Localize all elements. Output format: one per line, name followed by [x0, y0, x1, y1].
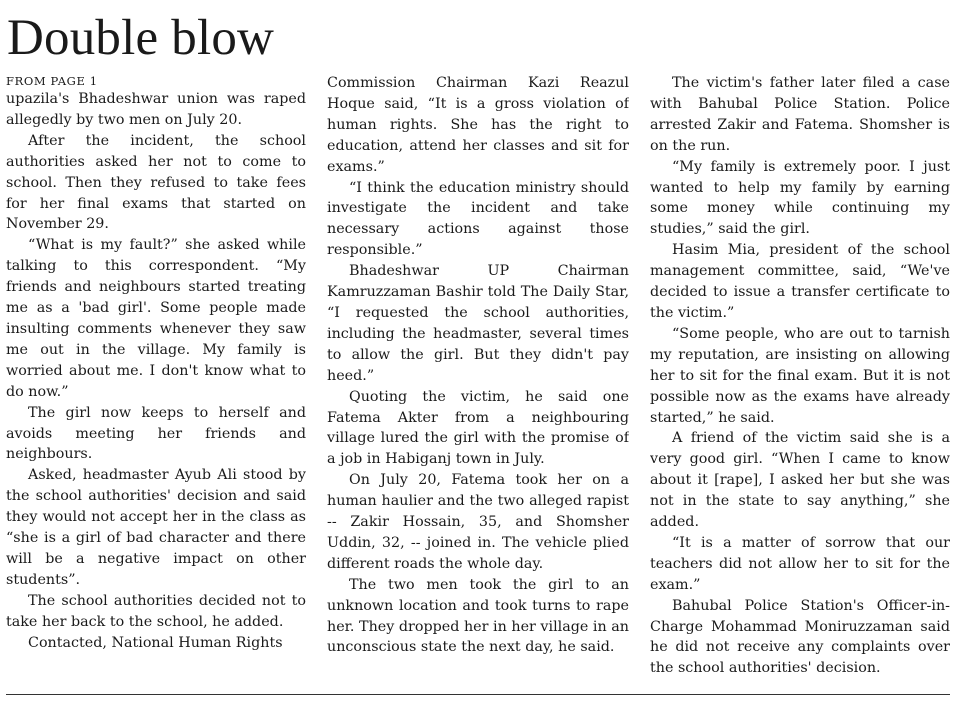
paragraph: The two men took the girl to an unknown location and took turns to rape her. They dropped her in her village in an unconscious state the next day, he said. — [327, 576, 629, 656]
paragraph: “What is my fault?” she asked while talking to this correspondent. “My friends and neighbours started treating me as a 'bad girl'. Some people made insulting comments whenever they saw me out in the village. My family is worried about me. I don't know what to do now.” — [6, 237, 306, 400]
column-3 — [650, 73, 950, 685]
paragraph: A friend of the victim said she is a very good girl. “When I came to know about it [rape], I asked her but she was not in the state to say anything,” she added. — [650, 430, 950, 531]
paragraph: “Some people, who are out to tarnish my reputation, are insisting on allowing her to sit for the final exam. But it is not possible now as the exams have already started,” he said. — [650, 325, 950, 426]
headline: Double blow — [7, 10, 275, 66]
paragraph: Bhadeshwar UP Chairman Kamruzzaman Bashir told The Daily Star, “I requested the school authorities, including the headmaster, several times to allow the girl. But they didn't pay heed.” — [327, 263, 629, 384]
paragraph: The girl now keeps to herself and avoids meeting her friends and neighbours. — [6, 404, 306, 463]
column-2 — [327, 73, 629, 685]
paragraph: After the incident, the school authorities asked her not to come to school. Then they refused to take fees for her final exams that started on November 29. — [6, 132, 306, 233]
bottom-rule — [6, 694, 950, 695]
paragraph: upazila's Bhadeshwar union was raped allegedly by two men on July 20. — [6, 91, 306, 128]
paragraph: “I think the education ministry should investigate the incident and take necessary actions against those responsible.” — [327, 179, 629, 259]
paragraph: On July 20, Fatema took her on a human haulier and the two alleged rapist -- Zakir Hossain, 35, and Shomsher Uddin, 32, -- joined in. The vehicle plied different roads the whole day. — [327, 472, 629, 572]
paragraph: “My family is extremely poor. I just wanted to help my family by earning some money while continuing my studies,” said the girl. — [650, 158, 950, 238]
paragraph: Quoting the victim, he said one Fatema Akter from a neighbouring village lured the girl with the promise of a job in Habiganj town in July. — [327, 388, 629, 468]
paragraph: Contacted, National Human Rights — [28, 634, 283, 651]
paragraph: Bahubal Police Station's Officer-in-Charge Mohammad Moniruzzaman said he did not receive any complaints over the school authorities' decision. — [650, 597, 950, 677]
paragraph: The victim's father later filed a case with Bahubal Police Station. Police arrested Zakir and Fatema. Shomsher is on the run. — [650, 75, 950, 154]
paragraph: The school authorities decided not to take her back to the school, he added. — [6, 592, 306, 630]
paragraph: “It is a matter of sorrow that our teachers did not allow her to sit for the exam.” — [650, 534, 950, 593]
paragraph: Hasim Mia, president of the school management committee, said, “We've decided to issue a transfer certificate to the victim.” — [650, 242, 950, 321]
continuation-kicker: FROM PAGE 1 — [6, 74, 98, 88]
paragraph: Asked, headmaster Ayub Ali stood by the school authorities' decision and said they would not accept her in the class as “she is a girl of bad character and there will be a negative impact on other students”. — [6, 467, 306, 588]
paragraph: Commission Chairman Kazi Reazul Hoque said, “It is a gross violation of human rights. She has the right to education, attend her classes and sit for exams.” — [327, 75, 629, 175]
column-1 — [6, 73, 306, 685]
article-columns — [6, 73, 950, 685]
